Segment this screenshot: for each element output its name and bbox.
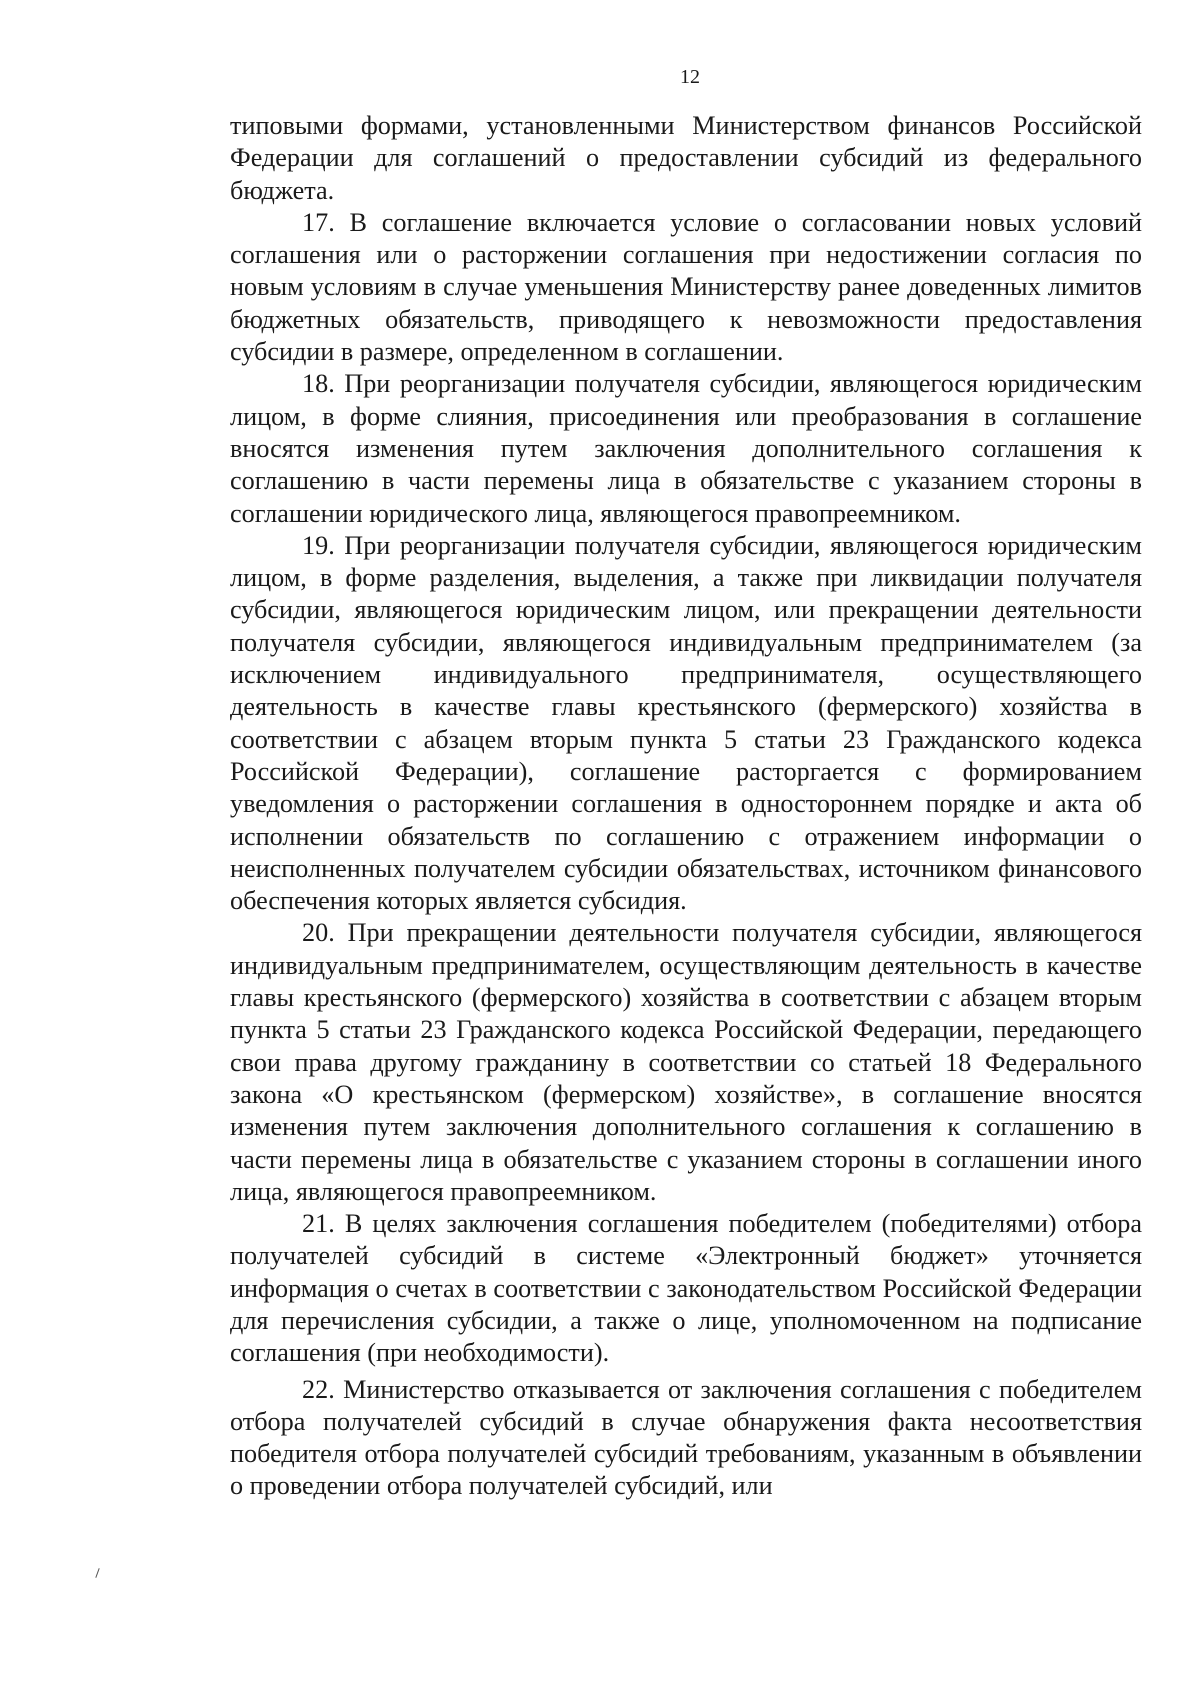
paragraph-17: 17. В соглашение включается условие о согласовании новых условий соглашения или о расторжении соглашения при недостижении согласия по новым условиям в случае уменьшения Министерству ранее доведенных лимитов бюджетных обязательств, приводящего к невозможности предоставления субсидии в размере, определенном в соглашении. [230,207,1142,367]
document-body [230,110,1142,1503]
page-number: 12 [680,66,700,88]
paragraph-18: 18. При реорганизации получателя субсидии, являющегося юридическим лицом, в форме слияния, присоединения или преобразования в соглашение вносятся изменения путем заключения дополнительного соглашения к соглашению в части перемены лица в обязательстве с указанием стороны в соглашении юридического лица, являющегося правопреемником. [230,369,1142,528]
paragraph-20: 20. При прекращении деятельности получателя субсидии, являющегося индивидуальным предпринимателем, осуществляющим деятельность в качестве главы крестьянского (фермерского) хозяйства в соответствии с абзацем вторым пункта 5 статьи 23 Гражданского кодекса Российской Федерации, передающего свои права другому гражданину в соответствии со статьей 18 Федерального закона «О крестьянском (фермерском) хозяйстве», в соглашение вносятся изменения путем заключения дополнительного соглашения к соглашению в части перемены лица в обязательстве с указанием стороны в соглашении иного лица, являющегося правопреемником. [230,918,1142,1206]
scan-mark [95,1568,99,1578]
paragraph-22: 22. Министерство отказывается от заключения соглашения с победителем отбора получателей субсидий в случае обнаружения факта несоответствия победителя отбора получателей субсидий требованиям, указанным в объявлении о проведении отбора получателей субсидий, или [230,1374,1142,1501]
paragraph-19: 19. При реорганизации получателя субсидии, являющегося юридическим лицом, в форме разделения, выделения, а также при ликвидации получателя субсидии, являющегося юридическим лицом, или прекращении деятельности получателя субсидии, являющегося индивидуальным предпринимателем (за исключением индивидуального предпринимателя, осуществляющего деятельность в качестве главы крестьянского (фермерского) хозяйства в соответствии с абзацем вторым пункта 5 статьи 23 Гражданского кодекса Российской Федерации), соглашение расторгается с формированием уведомления о расторжении соглашения в одностороннем порядке и акта об исполнении обязательств по соглашению с отражением информации о неисполненных получателем субсидии обязательствах, источником финансового обеспечения которых является субсидия. [230,530,1142,916]
paragraph-continuation: типовыми формами, установленными Министерством финансов Российской Федерации для соглашений о предоставлении субсидий из федерального бюджета. [230,111,1142,205]
paragraph-21: 21. В целях заключения соглашения победителем (победителями) отбора получателей субсидий в системе «Электронный бюджет» уточняется информация о счетах в соответствии с законодательством Российской Федерации для перечисления субсидии, а также о лице, уполномоченном на подписание соглашения (при необходимости). [230,1209,1142,1368]
